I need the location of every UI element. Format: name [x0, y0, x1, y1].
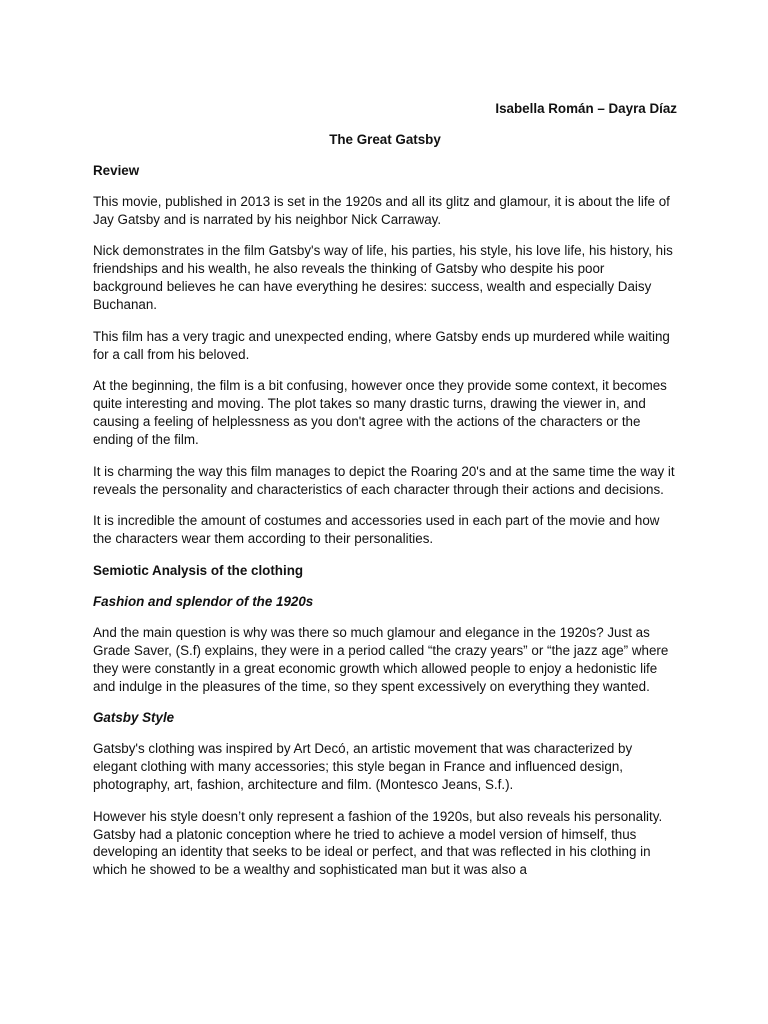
review-paragraph-6: It is incredible the amount of costumes and accessories used in each part of the movie and how the characters wear them according to their personalities. — [93, 513, 660, 547]
fashion-subheading: Fashion and splendor of the 1920s — [93, 593, 314, 609]
review-heading: Review — [93, 162, 140, 178]
review-paragraph-5: It is charming the way this film manages to depict the Roaring 20's and at the same time the way it reveals the personality and characteristics of each character through their actions and decisions. — [93, 463, 675, 497]
style-paragraph-1: Gatsby's clothing was inspired by Art Decó, an artistic movement that was characterized by elegant clothing with many accessories; this style began in France and influenced design, photography, art, fashion, architecture and film. (Montesco Jeans, S.f.). — [93, 741, 633, 792]
document-title: The Great Gatsby — [329, 131, 441, 147]
review-paragraph-1: This movie, published in 2013 is set in the 1920s and all its glitz and glamour, it is about the life of Jay Gatsby and is narrated by his neighbor Nick Carraway. — [93, 193, 670, 227]
document-body — [93, 100, 677, 893]
style-paragraph-2: However his style doesn’t only represent a fashion of the 1920s, but also reveals his personality. Gatsby had a platonic conception where he tried to achieve a model version of himself, thus developing an identity that seeks to be ideal or perfect, and that was reflected in his clothing in which he showed to be a wealthy and sophisticated man but it was also a — [93, 808, 663, 878]
authors-line: Isabella Román – Dayra Díaz — [495, 101, 677, 116]
review-paragraph-4: At the beginning, the film is a bit confusing, however once they provide some context, it becomes quite interesting and moving. The plot takes so many drastic turns, drawing the viewer in, and causing a feeling of helplessness as you don't agree with the actions of the characters or the ending of the film. — [93, 378, 667, 448]
style-subheading: Gatsby Style — [93, 710, 175, 726]
review-paragraph-2: Nick demonstrates in the film Gatsby's way of life, his parties, his style, his love life, his history, his friendships and his wealth, he also reveals the thinking of Gatsby who despite his poor background believes he can have everything he desires: success, wealth and especially Daisy Buchanan. — [93, 243, 673, 313]
semiotic-heading: Semiotic Analysis of the clothing — [93, 563, 304, 578]
fashion-paragraph: And the main question is why was there so much glamour and elegance in the 1920s? Just as Grade Saver, (S.f) explains, they were in a period called “the crazy years” or “the jazz age” where they were constantly in a great economic growth which allowed people to enjoy a hedonistic life and indulge in the pleasures of the time, so they spent excessively on everything they wanted. — [93, 624, 669, 694]
review-paragraph-3: This film has a very tragic and unexpected ending, where Gatsby ends up murdered while waiting for a call from his beloved. — [93, 328, 670, 362]
